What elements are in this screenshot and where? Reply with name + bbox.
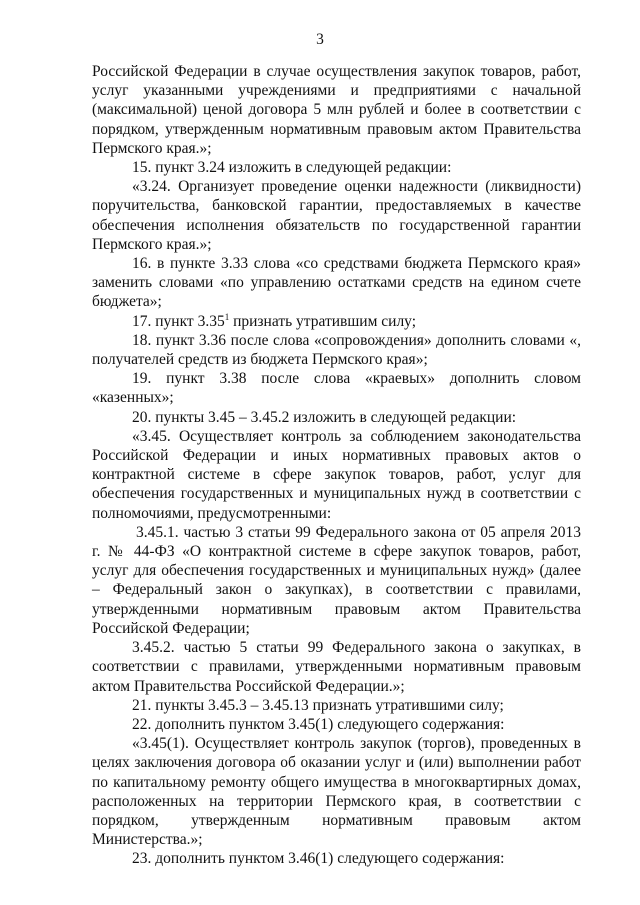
document-body [92,62,581,869]
paragraph-item-18: 18. пункт 3.36 после слова «сопровождения» дополнить словами «, получателей средств из бюджета Пермского края»; [92,331,581,369]
paragraph-item-15: 15. пункт 3.24 изложить в следующей редакции: [132,159,452,177]
paragraph-clause-3-45: «3.45. Осуществляет контроль за соблюдением законодательства Российской Федерации и иных нормативных правовых актов о контрактной системе в сфере закупок товаров, работ, услуг для обеспечения государственных и муниципальных нужд в соответствии с полномочиями, предусмотренными: [92,427,581,522]
paragraph-item-16: 16. в пункте 3.33 слова «со средствами бюджета Пермского края» заменить словами «по управлению остатками средств на едином счете бюджета»; [92,255,581,311]
item-17-text-start: 17. пункт 3.35 [132,312,225,330]
paragraph-item-21: 21. пункты 3.45.3 – 3.45.13 признать утратившими силу; [132,696,504,714]
page-number: 3 [316,31,324,48]
paragraph-clause-3-45-2: 3.45.2. частью 5 статьи 99 Федерального закона о закупках, в соответствии с правилами, утвержденными нормативным правовым актом Правительства Российской Федерации.»; [92,639,581,695]
paragraph-item-22: 22. дополнить пунктом 3.45(1) следующего содержания: [132,715,505,733]
paragraph-clause-3-45-1-new: «3.45(1). Осуществляет контроль закупок (торгов), проведенных в целях заключения договора об оказании услуг и (или) выполнении работ по капитальному ремонту общего имущества в многоквартирных домах, расположенных на территории Пермского края, в соответствии с порядком, утвержденным нормативным правовым актом Министерства.»; [92,735,581,849]
paragraph-continuation: Российской Федерации в случае осуществления закупок товаров, работ, услуг указанными учреждениями и предприятиями с начальной (максимальной) ценой договора 5 млн рублей и более в соответствии с порядком, утвержденным нормативным правовым актом Правительства Пермского края.»; [92,63,581,157]
item-17-superscript: 1 [224,311,230,322]
paragraph-item-19: 19. пункт 3.38 после слова «краевых» дополнить словом «казенных»; [92,370,581,407]
paragraph-item-17 [92,312,581,331]
paragraph-item-23: 23. дополнить пунктом 3.46(1) следующего содержания: [132,850,505,868]
paragraph-clause-3-24: «3.24. Организует проведение оценки надежности (ликвидности) поручительства, банковской гарантии, предоставляемых в качестве обеспечения исполнения обязательств по государственной гарантии Пермского края.»; [92,178,581,253]
paragraph-item-20: 20. пункты 3.45 – 3.45.2 изложить в следующей редакции: [132,408,517,426]
paragraph-clause-3-45-1: 3.45.1. частью 3 статьи 99 Федерального закона от 05 апреля 2013 г. № 44-ФЗ «О контрактной системе в сфере закупок товаров, работ, услуг для обеспечения государственных и муниципальных нужд» (далее – Федеральный закон о закупках), в соответствии с правилами, утвержденными нормативным правовым актом Правительства Российской Федерации; [92,523,581,637]
item-17-text-end: признать утратившим силу; [229,312,417,330]
